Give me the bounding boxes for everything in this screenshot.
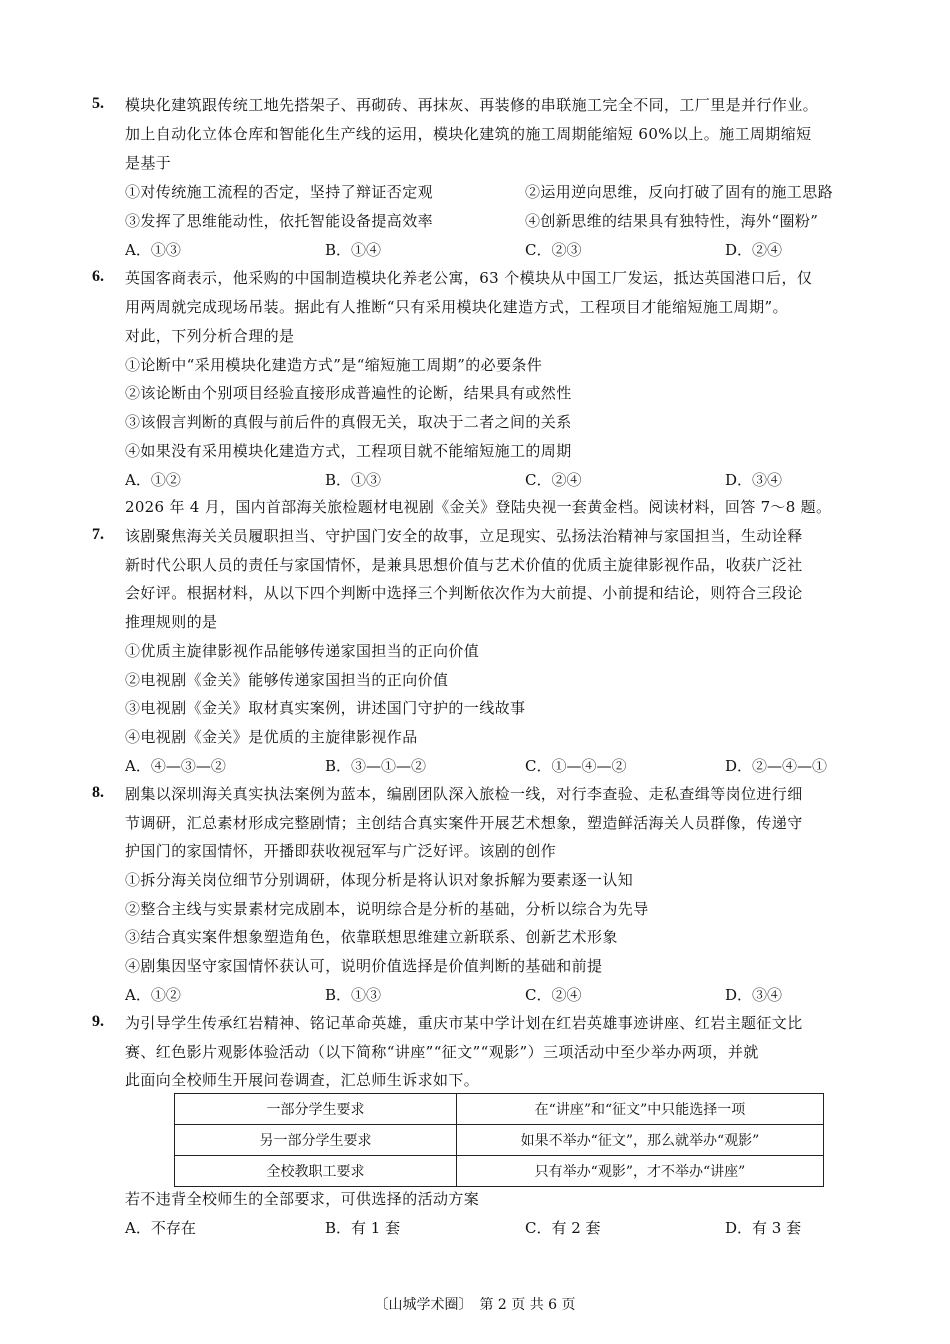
answer-option-b[interactable]: B．①③	[325, 471, 382, 489]
question-stem-line: 护国门的家国情怀，开播即获收视冠军与广泛好评。该剧的创作	[125, 842, 557, 860]
question-stem-line: 模块化建筑跟传统工地先搭架子、再砌砖、再抹灰、再装修的串联施工完全不同，工厂里是并行作业。	[125, 96, 819, 114]
table-row	[175, 1125, 824, 1156]
statement-item: ③结合真实案件想象塑造角色，依靠联想思维建立新联系、创新艺术形象	[125, 928, 618, 946]
material-intro: 2026 年 4 月，国内首部海关旅检题材电视剧《金关》登陆央视一套黄金档。阅读材料，回答 7～8 题。	[125, 498, 832, 516]
table-row	[175, 1156, 824, 1187]
question-stem-line: 推理规则的是	[125, 613, 218, 631]
answer-option-d[interactable]: D．有 3 套	[725, 1219, 802, 1237]
answer-option-d[interactable]: D．②—④—①	[725, 757, 828, 775]
answer-option-a[interactable]: A．①②	[125, 986, 181, 1004]
question-number: 5.	[92, 95, 104, 112]
question-number: 9.	[92, 1013, 104, 1030]
question-stem-line: 节调研，汇总素材形成完整剧情；主创结合真实案件开展艺术想象，塑造鲜活海关人员群像，传递守	[125, 814, 803, 832]
question-stem-line: 为引导学生传承红岩精神、铭记革命英雄，重庆市某中学计划在红岩英雄事迹讲座、红岩主题征文比	[125, 1014, 803, 1032]
requirements-table	[174, 1093, 824, 1187]
answer-option-a[interactable]: A．不存在	[125, 1219, 196, 1237]
answer-option-c[interactable]: C．有 2 套	[525, 1219, 601, 1237]
table-row	[175, 1094, 824, 1125]
statement-item: ④创新思维的结果具有独特性，海外“圈粉”	[525, 212, 819, 230]
answer-option-b[interactable]: B．有 1 套	[325, 1219, 401, 1237]
answer-option-d[interactable]: D．③④	[725, 471, 783, 489]
statement-item: ②运用逆向思维，反向打破了固有的施工思路	[525, 183, 834, 201]
question-stem-line: 会好评。根据材料，从以下四个判断中选择三个判断依次作为大前提、小前提和结论，则符合三段论	[125, 584, 803, 602]
question-stem-line: 此面向全校师生开展问卷调查，汇总师生诉求如下。	[125, 1071, 480, 1089]
statement-item: ④剧集因坚守家国情怀获认可，说明价值选择是价值判断的基础和前提	[125, 957, 603, 975]
question-stem-line: 剧集以深圳海关真实执法案例为蓝本，编剧团队深入旅检一线，对行李查验、走私查缉等岗位进行细	[125, 785, 803, 803]
answer-option-c[interactable]: C．②④	[525, 986, 582, 1004]
answer-option-d[interactable]: D．③④	[725, 986, 783, 1004]
question-stem-line: 新时代公职人员的责任与家国情怀，是兼具思想价值与艺术价值的优质主旋律影视作品，收获广泛社	[125, 556, 803, 574]
statement-item: ③该假言判断的真假与前后件的真假无关，取决于二者之间的关系	[125, 413, 572, 431]
question-stem-line: 是基于	[125, 154, 172, 172]
answer-option-b[interactable]: B．①③	[325, 986, 382, 1004]
answer-option-a[interactable]: A．④—③—②	[125, 757, 226, 775]
statement-item: ②该论断由个别项目经验直接形成普遍性的论断，结果具有或然性	[125, 384, 572, 402]
page-footer: 〔山城学术圈〕 第 2 页 共 6 页	[374, 1297, 576, 1313]
answer-option-a[interactable]: A．①②	[125, 471, 181, 489]
statement-item: ①拆分海关岗位细节分别调研，体现分析是将认识对象拆解为要素逐一认知	[125, 871, 634, 889]
question-number: 8.	[92, 784, 104, 801]
statement-item: ④电视剧《金关》是优质的主旋律影视作品	[125, 728, 418, 746]
table-cell: 只有举办“观影”，才不举办“讲座”	[457, 1156, 824, 1187]
answer-option-b[interactable]: B．①④	[325, 241, 382, 259]
question-stem-line: 英国客商表示，他采购的中国制造模块化养老公寓，63 个模块从中国工厂发运，抵达英国港口后，仅	[125, 269, 813, 287]
question-stem-line: 若不违背全校师生的全部要求，可供选择的活动方案	[125, 1190, 480, 1208]
question-stem-line: 该剧聚焦海关关员履职担当、守护国门安全的故事，立足现实、弘扬法治精神与家国担当，生动诠释	[125, 527, 803, 545]
answer-option-b[interactable]: B．③—①—②	[325, 757, 427, 775]
statement-item: ④如果没有采用模块化建造方式，工程项目就不能缩短施工的周期	[125, 442, 572, 460]
statement-item: ①优质主旋律影视作品能够传递家国担当的正向价值	[125, 642, 480, 660]
answer-option-c[interactable]: C．①—④—②	[525, 757, 627, 775]
answer-option-c[interactable]: C．②④	[525, 471, 582, 489]
table-cell: 全校教职工要求	[175, 1156, 457, 1187]
statement-item: ③发挥了思维能动性，依托智能设备提高效率	[125, 212, 434, 230]
statement-item: ①论断中“采用模块化建造方式”是“缩短施工周期”的必要条件	[125, 356, 543, 374]
question-stem-line: 对此，下列分析合理的是	[125, 327, 295, 345]
question-stem-line: 用两周就完成现场吊装。据此有人推断“只有采用模块化建造方式，工程项目才能缩短施工周期”。	[125, 298, 788, 316]
table-cell: 如果不举办“征文”，那么就举办“观影”	[457, 1125, 824, 1156]
table-cell: 一部分学生要求	[175, 1094, 457, 1125]
statement-item: ①对传统施工流程的否定，坚持了辩证否定观	[125, 183, 434, 201]
answer-option-a[interactable]: A．①③	[125, 241, 181, 259]
question-number: 7.	[92, 526, 104, 543]
statement-item: ③电视剧《金关》取材真实案例，讲述国门守护的一线故事	[125, 699, 526, 717]
answer-option-d[interactable]: D．②④	[725, 241, 783, 259]
question-stem-line: 赛、红色影片观影体验活动（以下简称“讲座”“征文”“观影”）三项活动中至少举办两项，并就	[125, 1043, 759, 1061]
question-stem-line: 加上自动化立体仓库和智能化生产线的运用，模块化建筑的施工周期能缩短 60%以上。施工周期缩短	[125, 125, 812, 143]
table-cell: 在“讲座”和“征文”中只能选择一项	[457, 1094, 824, 1125]
statement-item: ②电视剧《金关》能够传递家国担当的正向价值	[125, 671, 449, 689]
question-number: 6.	[92, 268, 104, 285]
answer-option-c[interactable]: C．②③	[525, 241, 582, 259]
statement-item: ②整合主线与实景素材完成剧本，说明综合是分析的基础，分析以综合为先导	[125, 900, 649, 918]
table-cell: 另一部分学生要求	[175, 1125, 457, 1156]
